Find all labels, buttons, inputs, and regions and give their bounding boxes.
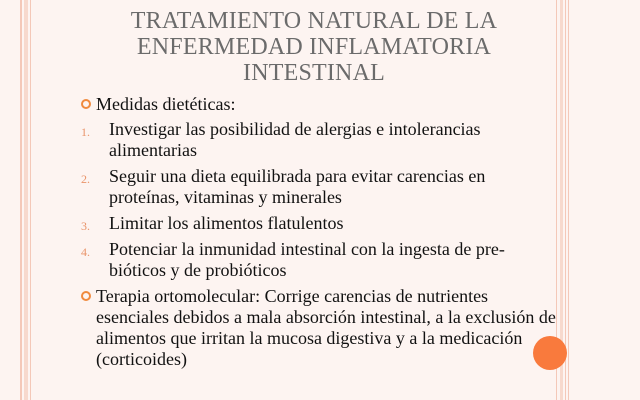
left-stripe (24, 0, 28, 400)
numbered-item (78, 166, 558, 208)
item-number: 2. (81, 172, 90, 186)
bullet-item (78, 286, 558, 370)
bullet-text: Terapia ortomolecular: Corrige carencias de nutrientes esenciales debidos a mala absorción intestinal, a la exclusión de alimentos que irritan la mucosa digestiva y a la medicación (corticoides) (96, 286, 556, 369)
slide-content (78, 94, 558, 374)
bullet-text: Medidas dietéticas: (96, 94, 236, 114)
item-number: 4. (81, 245, 90, 259)
bullet-circle-icon (81, 291, 91, 301)
item-number: 1. (81, 125, 90, 139)
slide (78, 0, 556, 400)
item-text: Seguir una dieta equilibrada para evitar carencias en proteínas, vitaminas y minerales (109, 166, 486, 207)
numbered-item (78, 119, 558, 161)
bullet-item (78, 94, 558, 115)
left-stripe (30, 0, 31, 400)
item-number: 3. (81, 219, 90, 233)
right-stripe (568, 0, 569, 400)
left-stripe (20, 0, 22, 400)
right-stripe (565, 0, 566, 400)
slide-title: TRATAMIENTO NATURAL DE LA ENFERMEDAD INFLAMATORIA INTESTINAL (130, 8, 498, 86)
bullet-circle-icon (81, 99, 91, 109)
item-text: Investigar las posibilidad de alergias e intolerancias alimentarias (109, 119, 481, 160)
item-text: Potenciar la inmunidad intestinal con la ingesta de pre-bióticos y de probióticos (109, 239, 505, 280)
item-text: Limitar los alimentos flatulentos (109, 213, 344, 233)
numbered-item (78, 239, 558, 281)
numbered-item (78, 213, 558, 234)
